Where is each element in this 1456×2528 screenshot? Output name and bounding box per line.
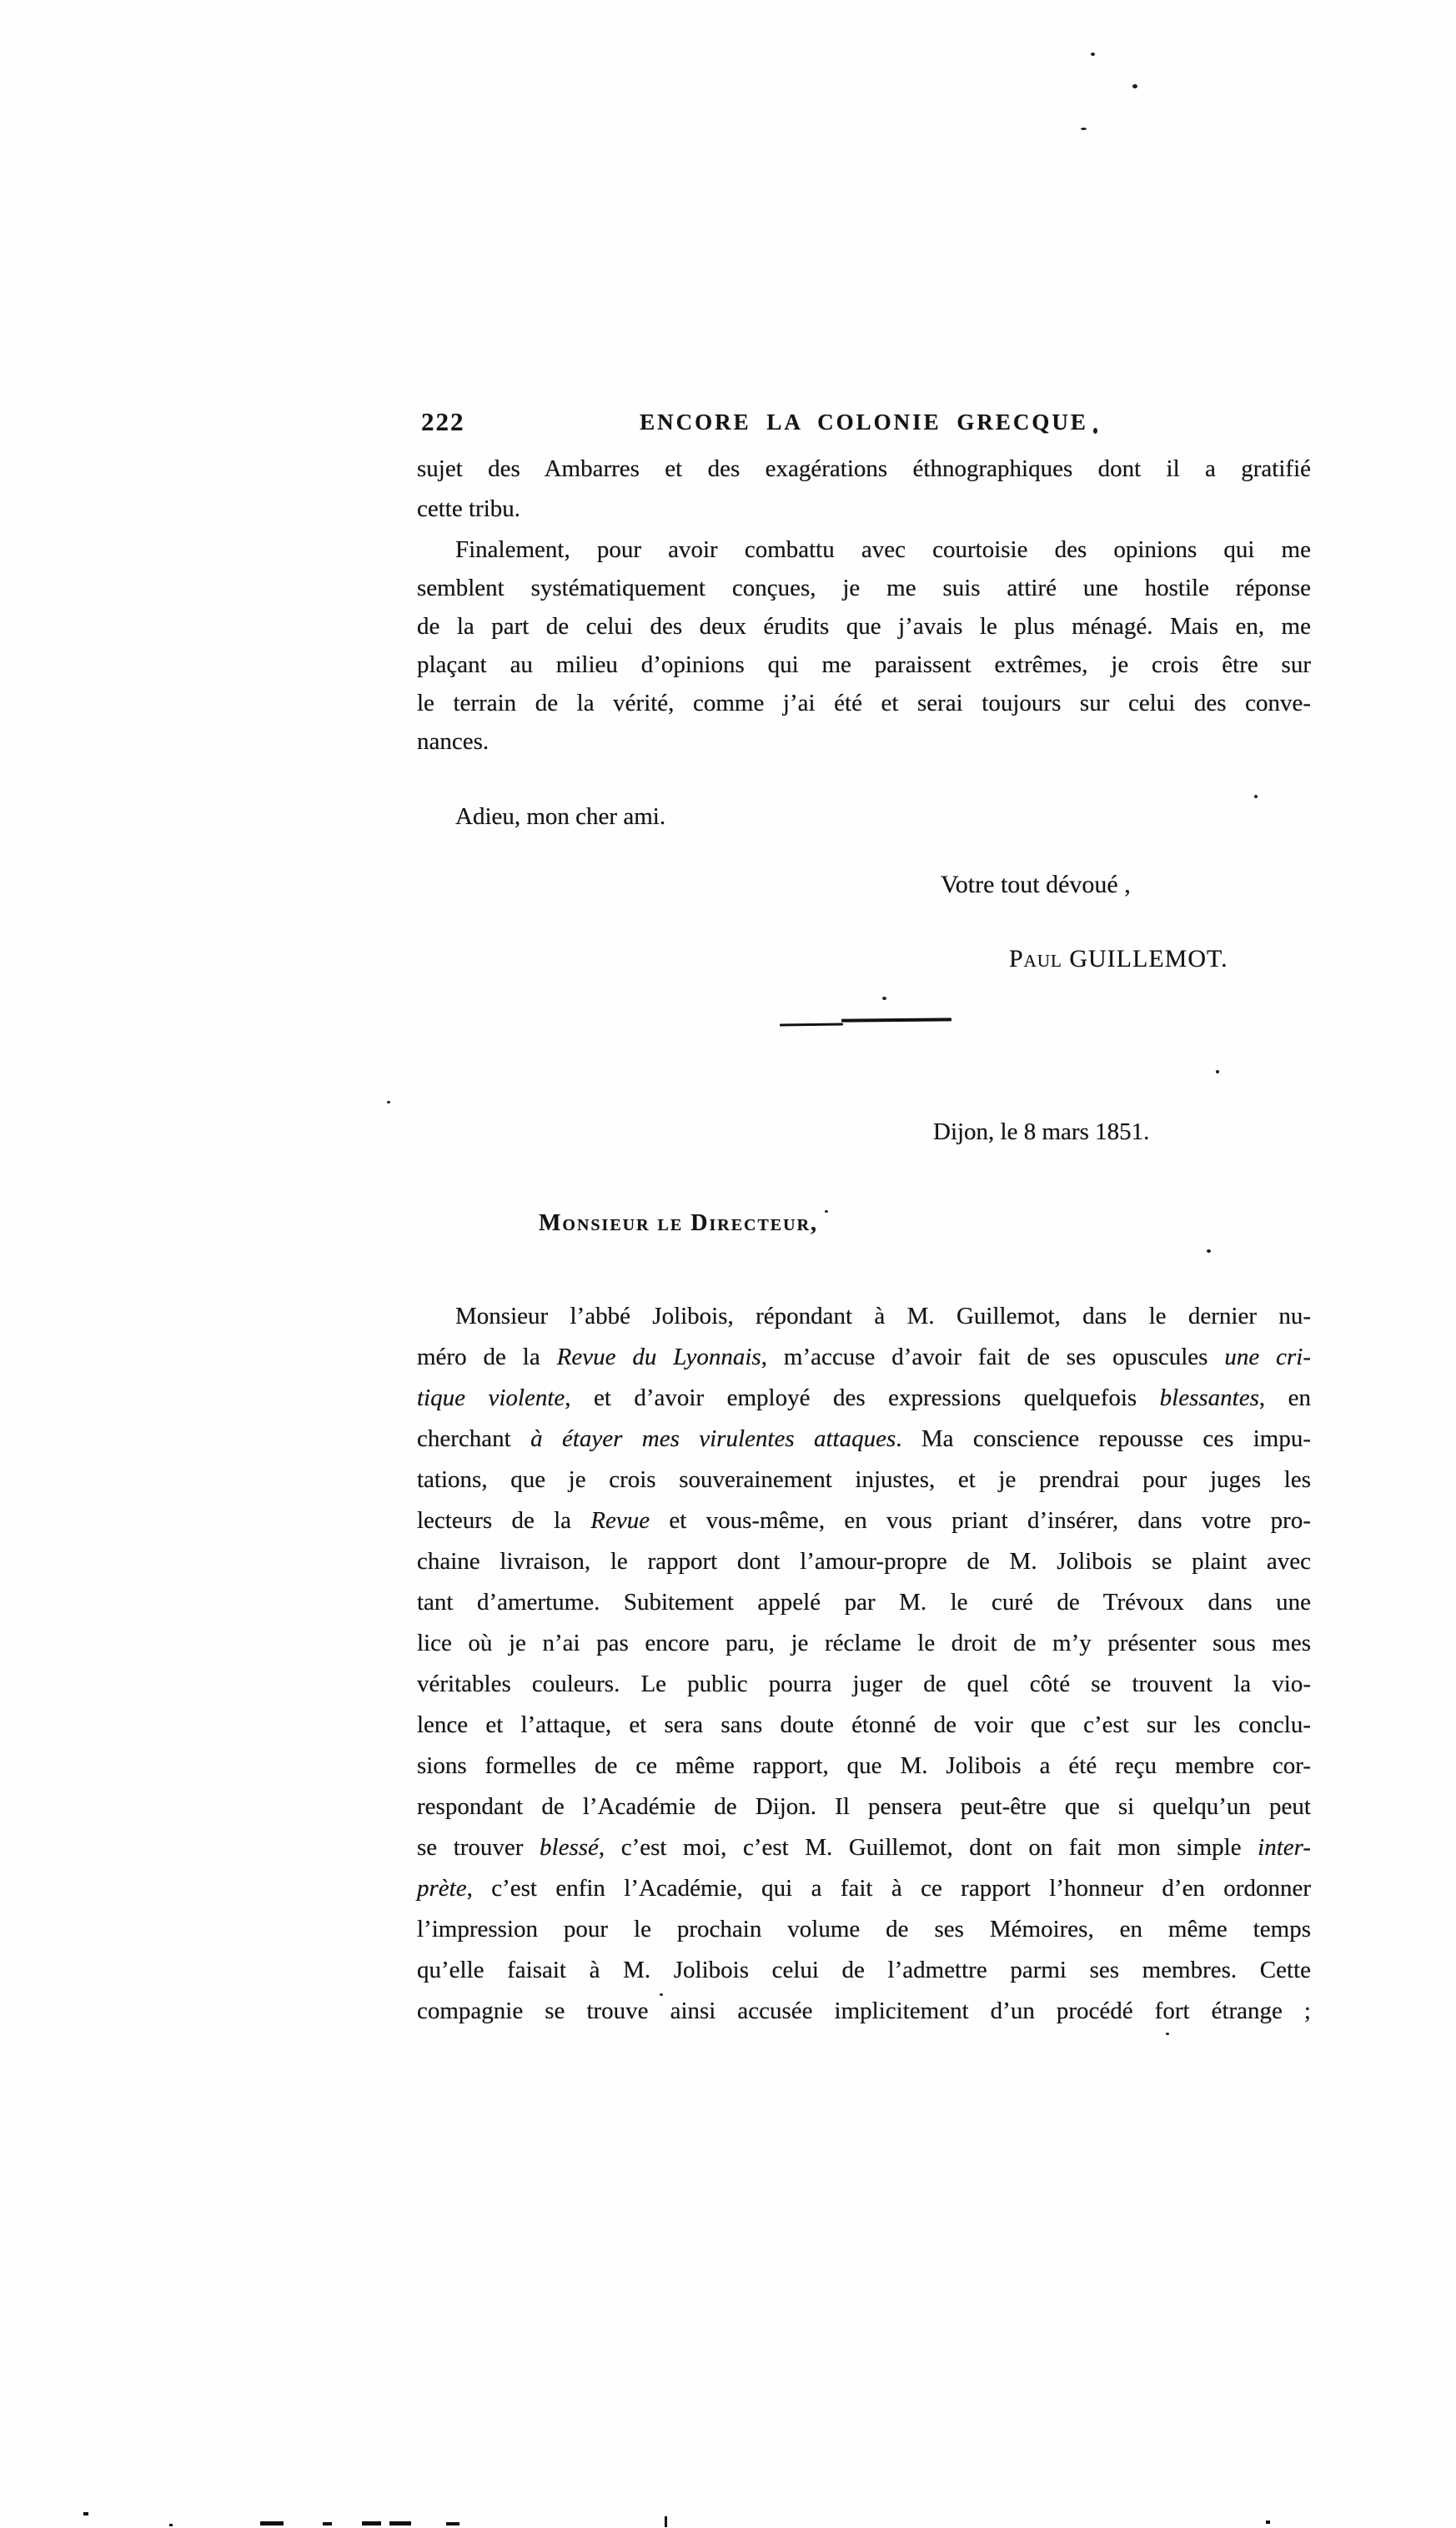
scan-speck: [825, 1210, 828, 1213]
scan-artifact: [260, 2521, 284, 2525]
text-line: tant d’amertume. Subitement appelé par M. le curé de Trévoux dans une: [417, 1589, 1311, 1616]
text-line: cherchant à étayer mes virulentes attaques. Ma conscience repousse ces impu-: [417, 1425, 1312, 1452]
text-line: le terrain de la vérité, comme j’ai été et serai toujours sur celui des conve-: [417, 690, 1311, 716]
text-line: tations, que je crois souverainement injustes, et je prendrai pour juges les: [417, 1466, 1311, 1493]
text-line: méro de la Revue du Lyonnais, m’accuse d’avoir fait de ses opuscules une cri-: [417, 1344, 1312, 1370]
text-line: véritables couleurs. Le public pourra juger de quel côté se trouvent la vio-: [417, 1671, 1311, 1697]
scan-speck: [1081, 128, 1087, 130]
text-line: plaçant au milieu d’opinions qui me paraissent extrêmes, je crois être sur: [417, 651, 1311, 678]
section-divider: [841, 1018, 951, 1022]
text-line: prète, c’est enfin l’Académie, qui a fait à ce rapport l’honneur d’en ordonner: [417, 1875, 1311, 1902]
text-line: nances.: [417, 728, 490, 755]
section-divider: [780, 1023, 843, 1026]
text-line: qu’elle faisait à M. Jolibois celui de l’admettre parmi ses membres. Cette: [417, 1957, 1311, 1983]
text-line: lence et l’attaque, et sera sans doute étonné de voir que c’est sur les conclu-: [417, 1711, 1311, 1738]
scan-artifact: [1266, 2520, 1270, 2524]
dateline: Dijon, le 8 mars 1851.: [933, 1118, 1150, 1145]
page-number: 222: [421, 407, 465, 436]
text-line: chaine livraison, le rapport dont l’amour-propre de M. Jolibois se plaint avec: [417, 1548, 1311, 1575]
paragraph-final: [417, 530, 1311, 761]
scan-artifact: [362, 2521, 381, 2525]
text-line: cette tribu.: [417, 495, 521, 522]
text-line: sujet des Ambarres et des exagérations éthnographiques dont il a gratifié: [417, 455, 1311, 482]
scan-speck: [1166, 2033, 1169, 2035]
paragraph-continuation: [417, 449, 1311, 529]
text-line: lice où je n’ai pas encore paru, je réclame le droit de m’y présenter sous mes: [417, 1630, 1311, 1656]
text-line: Monsieur l’abbé Jolibois, répondant à M. Guillemot, dans le dernier nu-: [455, 1303, 1311, 1329]
scan-speck: [1254, 795, 1258, 798]
scan-speck: [1216, 1070, 1219, 1073]
scan-artifact: [665, 2516, 667, 2527]
scan-artifact: [389, 2521, 411, 2525]
scan-speck: [882, 997, 886, 1000]
scan-artifact: [169, 2524, 173, 2526]
letter-closing: Adieu, mon cher ami.: [455, 803, 666, 830]
letter-body: [417, 1296, 1311, 2032]
scan-speck: [1207, 1249, 1211, 1253]
text-line: compagnie se trouve ainsi accusée implicitement d’un procédé fort étrange ;: [417, 1998, 1311, 2024]
text-line: l’impression pour le prochain volume de ses Mémoires, en même temps: [417, 1916, 1311, 1942]
text-line: de la part de celui des deux érudits que j’avais le plus ménagé. Mais en, me: [417, 613, 1311, 640]
signature-forename: Paul: [1009, 945, 1062, 973]
salutation: Monsieur le Directeur,: [539, 1210, 819, 1236]
scan-speck: [387, 1101, 390, 1103]
signature-surname: GUILLEMOT.: [1069, 945, 1228, 973]
scan-speck: [1093, 428, 1097, 434]
scan-artifact: [446, 2522, 459, 2525]
scan-speck: [1132, 84, 1137, 88]
valediction: Votre tout dévoué ,: [941, 871, 1131, 898]
text-line: se trouver blessé, c’est moi, c’est M. Guillemot, dont on fait mon simple inter-: [417, 1834, 1311, 1861]
signature: [1009, 945, 1228, 973]
running-title: ENCORE LA COLONIE GRECQUE: [640, 410, 1088, 435]
text-line: semblent systématiquement conçues, je me suis attiré une hostile réponse: [417, 575, 1311, 601]
text-line: lecteurs de la Revue et vous-même, en vous priant d’insérer, dans votre pro-: [417, 1507, 1311, 1534]
scan-speck: [660, 1993, 663, 1996]
text-line: respondant de l’Académie de Dijon. Il pensera peut-être que si quelqu’un peut: [417, 1793, 1311, 1820]
scan-artifact: [323, 2522, 332, 2525]
scan-artifact: [83, 2512, 88, 2515]
scan-speck: [1091, 53, 1095, 56]
text-line: tique violente, et d’avoir employé des expressions quelquefois blessantes, en: [417, 1385, 1311, 1411]
text-line: sions formelles de ce même rapport, que M. Jolibois a été reçu membre cor-: [417, 1752, 1311, 1779]
text-line: Finalement, pour avoir combattu avec courtoisie des opinions qui me: [455, 536, 1311, 563]
